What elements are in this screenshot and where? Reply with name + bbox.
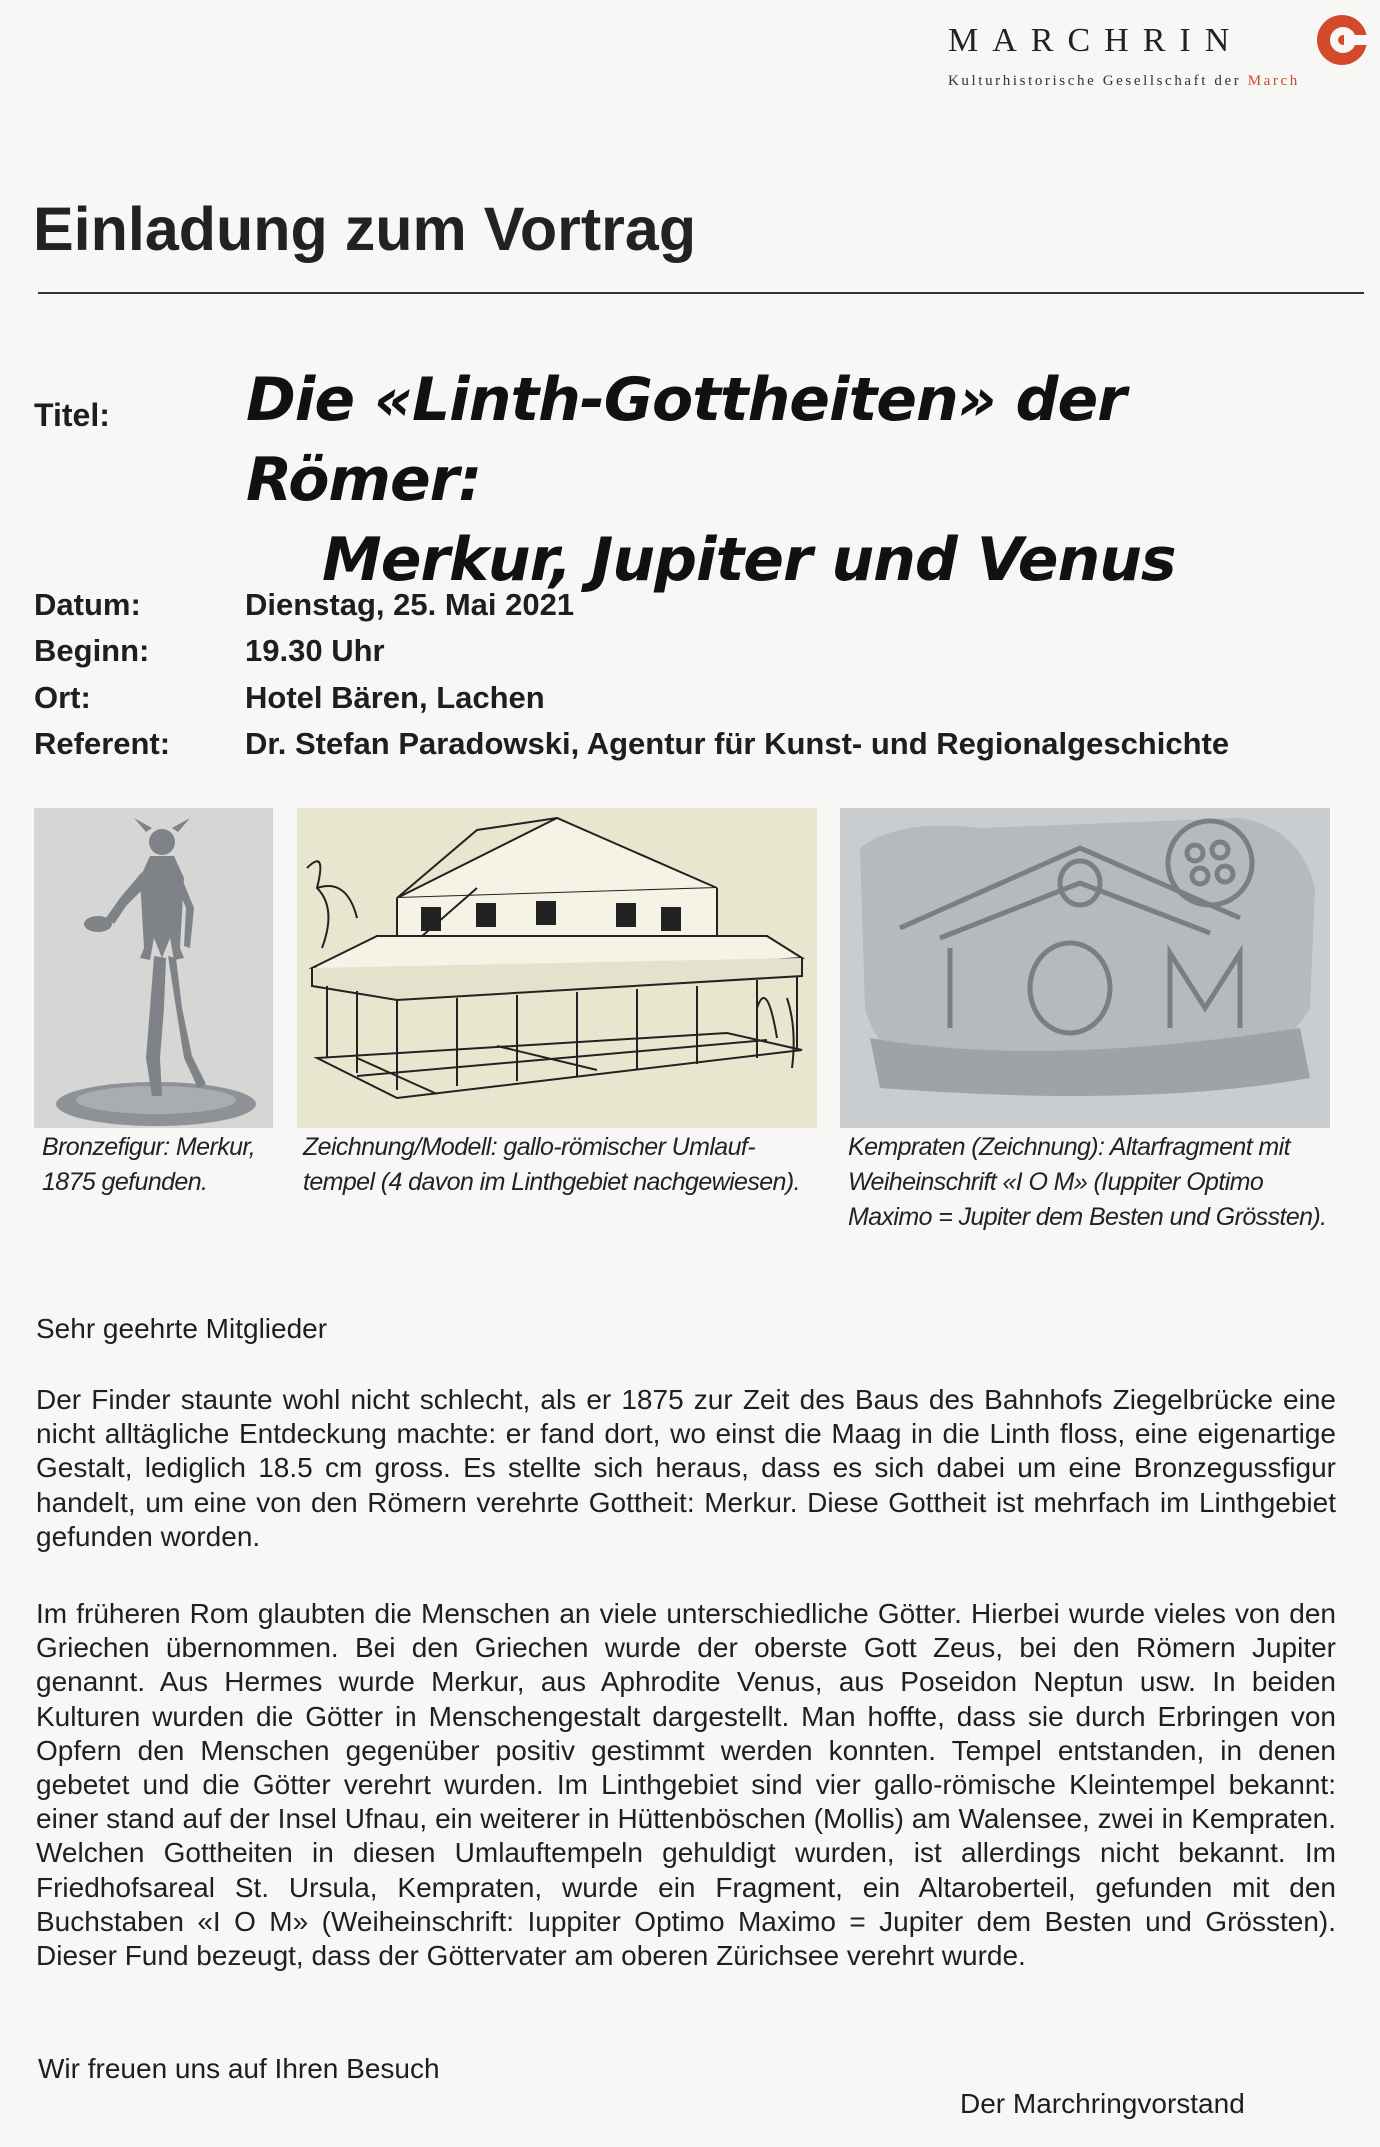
detail-value: Hotel Bären, Lachen (245, 680, 545, 715)
image-caption-temple (303, 1130, 843, 1200)
talk-title (246, 360, 1366, 600)
caption-line: Maximo = Jupiter dem Besten und Grössten). (848, 1203, 1327, 1231)
paragraph-1: Der Finder staunte wohl nicht schlecht, als er 1875 zur Zeit des Baus des Bahnhofs Ziegelbrücke eine nicht alltägliche Entdeckung machte: er fand dort, wo einst die Maag in die Linth floss, eine eigenartige Gestalt, lediglich 18.5 cm gross. Es stellte sich heraus, dass es sich dabei um eine Bronzegussfigur handelt, um eine von den Römern verehrte Gottheit: Merkur. Diese Gottheit ist mehrfach im Linthgebiet gefunden worden. (36, 1384, 1336, 1552)
caption-line: Kempraten (Zeichnung): Altarfragment mit (848, 1133, 1290, 1161)
caption-line: Weiheinschrift «I O M» (Iuppiter Optimo (848, 1168, 1264, 1196)
detail-value: Dienstag, 25. Mai 2021 (245, 587, 575, 622)
image-caption-bronze (42, 1130, 277, 1200)
talk-title-line-1: Die «Linth-Gottheiten» der Römer: (246, 365, 1126, 515)
detail-label: Referent: (34, 726, 171, 761)
page-title: Einladung zum Vortrag (33, 195, 697, 263)
caption-line: Bronzefigur: Merkur, (42, 1133, 256, 1161)
logo-subtitle-main: Kulturhistorische Gesellschaft der (948, 73, 1242, 89)
detail-label: Ort: (34, 680, 91, 715)
caption-line: tempel (4 davon im Linthgebiet nachgewiesen). (303, 1168, 800, 1196)
image-caption-altar (848, 1130, 1358, 1235)
detail-row-start (34, 633, 1364, 679)
talk-title-line-2: Merkur, Jupiter und Venus (322, 525, 1176, 595)
detail-label: Beginn: (34, 633, 150, 668)
logo-c-icon (1316, 14, 1368, 66)
bronze-figure-photo-icon (34, 808, 273, 1128)
detail-label: Datum: (34, 587, 141, 622)
detail-row-speaker (34, 726, 1364, 772)
logo-wordmark: MARCHRIN (948, 22, 1244, 59)
altar-fragment-photo-icon (840, 808, 1330, 1128)
signature: Der Marchringvorstand (960, 2088, 1245, 2119)
detail-row-location (34, 680, 1364, 726)
closing-line: Wir freuen uns auf Ihren Besuch (38, 2053, 440, 2084)
divider (38, 292, 1364, 294)
detail-row-date (34, 587, 1364, 633)
caption-line: 1875 gefunden. (42, 1168, 208, 1196)
detail-value: Dr. Stefan Paradowski, Agentur für Kunst- und Regionalgeschichte (245, 726, 1230, 761)
title-label: Titel: (34, 397, 110, 433)
paragraph-2: Im früheren Rom glaubten die Menschen an viele unterschiedliche Götter. Hierbei wurde vieles von den Griechen übernommen. Bei den Griechen wurde der oberste Gott Zeus, bei den Römern Jupiter genannt. Aus Hermes wurde Merkur, aus Aphrodite Venus, aus Poseidon Neptun usw. In beiden Kulturen wurden die Götter in Menschengestalt dargestellt. Man hoffte, dass sie durch Erbringen von Opfern den Menschen gegenüber positiv gestimmt werden konnten. Tempel entstanden, in denen gebetet und die Götter verehrt wurden. Im Linthgebiet sind vier gallo-römische Kleintempel bekannt: einer stand auf der Insel Ufnau, ein weiterer in Hüttenböschen (Mollis) am Walensee, zwei in Kempraten. Welchen Gottheiten in diesen Umlauftempeln gehuldigt wurden, ist allerdings nicht bekannt. Im Friedhofsareal St. Ursula, Kempraten, wurde ein Fragment, ein Altaroberteil, gefunden mit den Buchstaben «I O M» (Weiheinschrift: Iuppiter Optimo Maximo = Jupiter dem Besten und Grössten). Dieser Fund bezeugt, dass der Göttervater am oberen Zürichsee verehrt wurde. (36, 1598, 1336, 1972)
logo-subtitle (948, 73, 1300, 90)
greeting: Sehr geehrte Mitglieder (36, 1313, 328, 1344)
temple-drawing-icon (297, 808, 817, 1128)
logo-subtitle-region: March (1247, 73, 1300, 89)
caption-line: Zeichnung/Modell: gallo-römischer Umlauf- (303, 1133, 755, 1161)
detail-value: 19.30 Uhr (245, 633, 385, 668)
